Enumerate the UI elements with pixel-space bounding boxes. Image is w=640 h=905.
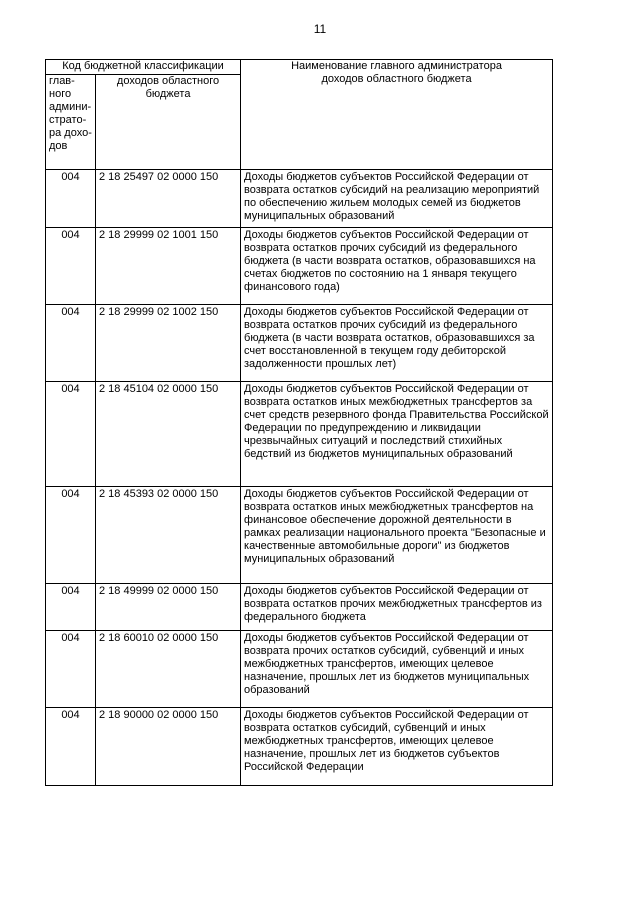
revenue-code-cell: 2 18 25497 02 0000 150 [96, 170, 241, 228]
revenue-name-cell: Доходы бюджетов субъектов Российской Федерации от возврата остатков субсидий, субвенций и иных межбюджетных трансфертов, имеющих целевое назначение, прошлых лет из бюджетов субъектов Российской Федерации [241, 708, 553, 786]
chief-administrator-header: глав- ного админи- страто- ра дохо- дов [46, 75, 96, 170]
revenue-code-cell: 2 18 45393 02 0000 150 [96, 487, 241, 584]
admin-code-cell: 004 [46, 170, 96, 228]
revenue-name-cell: Доходы бюджетов субъектов Российской Федерации от возврата остатков иных межбюджетных трансфертов за счет средств резервного фонда Правительства Российской Федерации по предупреждению и ликвидации чрезвычайных ситуаций и последствий стихийных бедствий из бюджетов муниципальных образований [241, 382, 553, 487]
revenue-name-cell: Доходы бюджетов субъектов Российской Федерации от возврата остатков иных межбюджетных трансфертов на финансовое обеспечение дорожной деятельности в рамках реализации национального проекта "Безопасные и качественные автомобильные дороги" из бюджетов муниципальных образований [241, 487, 553, 584]
revenue-name-cell: Доходы бюджетов субъектов Российской Федерации от возврата остатков прочих межбюджетных трансфертов из федерального бюджета [241, 584, 553, 631]
table-row [46, 382, 553, 487]
revenue-code-cell: 2 18 29999 02 1002 150 [96, 305, 241, 382]
table-row [46, 228, 553, 305]
admin-code-cell: 004 [46, 228, 96, 305]
regional-revenue-code-header: доходов областного бюджета [96, 75, 241, 170]
revenue-name-cell: Доходы бюджетов субъектов Российской Федерации от возврата остатков прочих субсидий из федерального бюджета (в части возврата остатков, образовавшихся за счет восстановленной в текущем году дебиторской задолженности прошлых лет) [241, 305, 553, 382]
table-row [46, 305, 553, 382]
admin-code-cell: 004 [46, 708, 96, 786]
budget-classification-code-header: Код бюджетной классификации [46, 60, 241, 75]
revenue-name-cell: Доходы бюджетов субъектов Российской Федерации от возврата остатков прочих субсидий из федерального бюджета (в части возврата остатков, образовавшихся на счетах бюджетов по состоянию на 1 января текущего финансового года) [241, 228, 553, 305]
admin-code-cell: 004 [46, 382, 96, 487]
table-row [46, 487, 553, 584]
revenue-name-cell: Доходы бюджетов субъектов Российской Федерации от возврата остатков субсидий на реализацию мероприятий по обеспечению жильем молодых семей из бюджетов муниципальных образований [241, 170, 553, 228]
admin-code-cell: 004 [46, 631, 96, 708]
revenue-code-cell: 2 18 45104 02 0000 150 [96, 382, 241, 487]
page-number: 11 [313, 22, 327, 36]
revenue-name-cell: Доходы бюджетов субъектов Российской Федерации от возврата прочих остатков субсидий, субвенций и иных межбюджетных трансфертов, имеющих целевое назначение, прошлых лет из бюджетов муниципальных образований [241, 631, 553, 708]
budget-classification-table [45, 59, 553, 786]
table-row [46, 170, 553, 228]
revenue-code-cell: 2 18 49999 02 0000 150 [96, 584, 241, 631]
admin-code-cell: 004 [46, 305, 96, 382]
table-row [46, 708, 553, 786]
admin-code-cell: 004 [46, 584, 96, 631]
admin-code-cell: 004 [46, 487, 96, 584]
administrator-name-header: Наименование главного администратора доходов областного бюджета [241, 60, 553, 170]
revenue-code-cell: 2 18 90000 02 0000 150 [96, 708, 241, 786]
revenue-code-cell: 2 18 29999 02 1001 150 [96, 228, 241, 305]
table-row [46, 631, 553, 708]
table-body [46, 170, 553, 786]
revenue-code-cell: 2 18 60010 02 0000 150 [96, 631, 241, 708]
table-row [46, 584, 553, 631]
